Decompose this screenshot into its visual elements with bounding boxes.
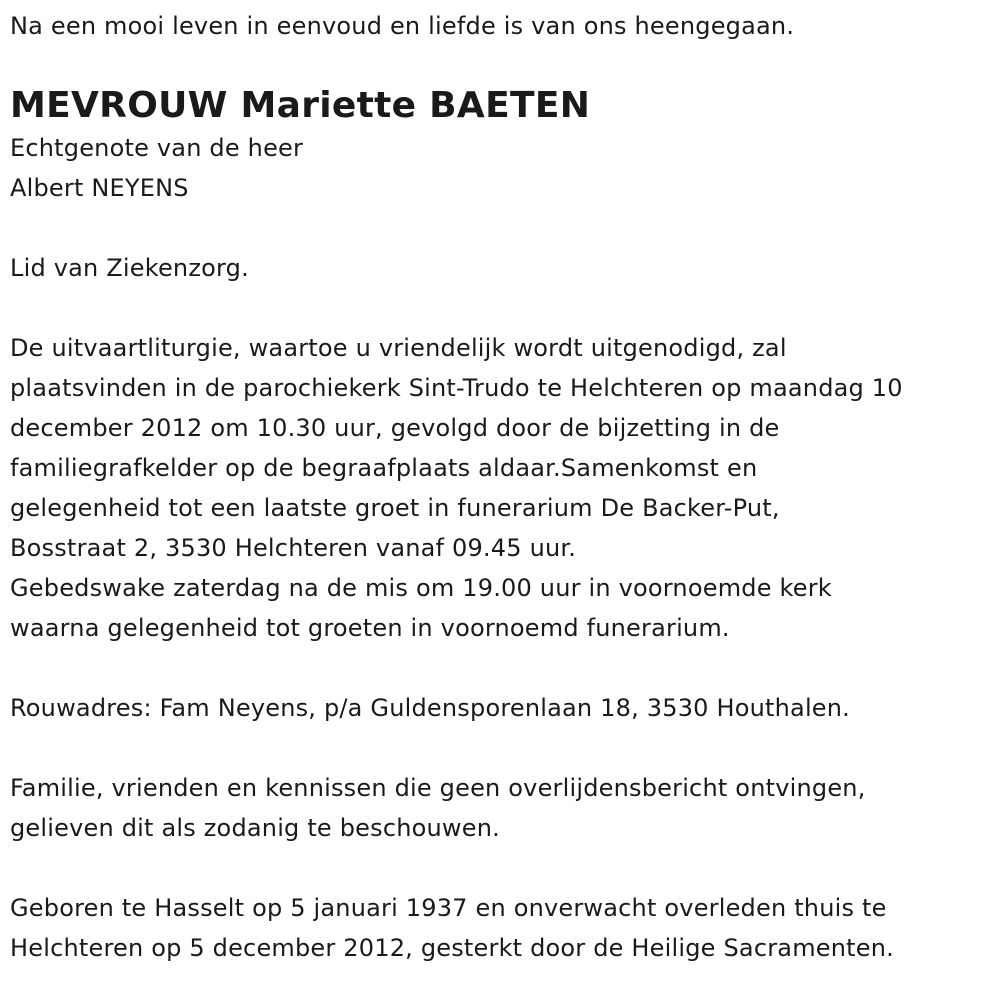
funeral-line: plaatsvinden in de parochiekerk Sint-Trudo te Helchteren op maandag 10 bbox=[10, 374, 903, 402]
spouse-line-1: Echtgenote van de heer bbox=[10, 134, 304, 162]
family-line: Familie, vrienden en kennissen die geen overlijdensbericht ontvingen, bbox=[10, 774, 866, 802]
family-line: gelieven dit als zodanig te beschouwen. bbox=[10, 814, 500, 842]
obituary-notice bbox=[10, 6, 995, 968]
intro-text: Na een mooi leven in eenvoud en liefde is van ons heengegaan. bbox=[10, 12, 795, 40]
spouse-line-2: Albert NEYENS bbox=[10, 174, 189, 202]
spacer bbox=[10, 728, 995, 768]
mourning-address: Rouwadres: Fam Neyens, p/a Guldensporenlaan 18, 3530 Houthalen. bbox=[10, 694, 851, 722]
funeral-line: Gebedswake zaterdag na de mis om 19.00 uur in voornoemde kerk bbox=[10, 574, 832, 602]
funeral-details bbox=[10, 328, 995, 648]
spacer bbox=[10, 208, 995, 248]
birth-death-details bbox=[10, 888, 995, 968]
funeral-line: familiegrafkelder op de begraafplaats aldaar.Samenkomst en bbox=[10, 454, 758, 482]
funeral-line: waarna gelegenheid tot groeten in voornoemd funerarium. bbox=[10, 614, 730, 642]
funeral-line: gelegenheid tot een laatste groet in funerarium De Backer-Put, bbox=[10, 494, 780, 522]
spacer bbox=[10, 288, 995, 328]
spacer bbox=[10, 848, 995, 888]
funeral-line: Bosstraat 2, 3530 Helchteren vanaf 09.45 uur. bbox=[10, 534, 577, 562]
funeral-line: december 2012 om 10.30 uur, gevolgd door de bijzetting in de bbox=[10, 414, 780, 442]
spacer bbox=[10, 648, 995, 688]
family-note bbox=[10, 768, 995, 848]
deceased-name: MEVROUW Mariette BAETEN bbox=[10, 85, 591, 126]
birth-line: Geboren te Hasselt op 5 januari 1937 en onverwacht overleden thuis te bbox=[10, 894, 887, 922]
funeral-line: De uitvaartliturgie, waartoe u vriendelijk wordt uitgenodigd, zal bbox=[10, 334, 787, 362]
membership-text: Lid van Ziekenzorg. bbox=[10, 254, 249, 282]
birth-line: Helchteren op 5 december 2012, gesterkt door de Heilige Sacramenten. bbox=[10, 934, 894, 962]
